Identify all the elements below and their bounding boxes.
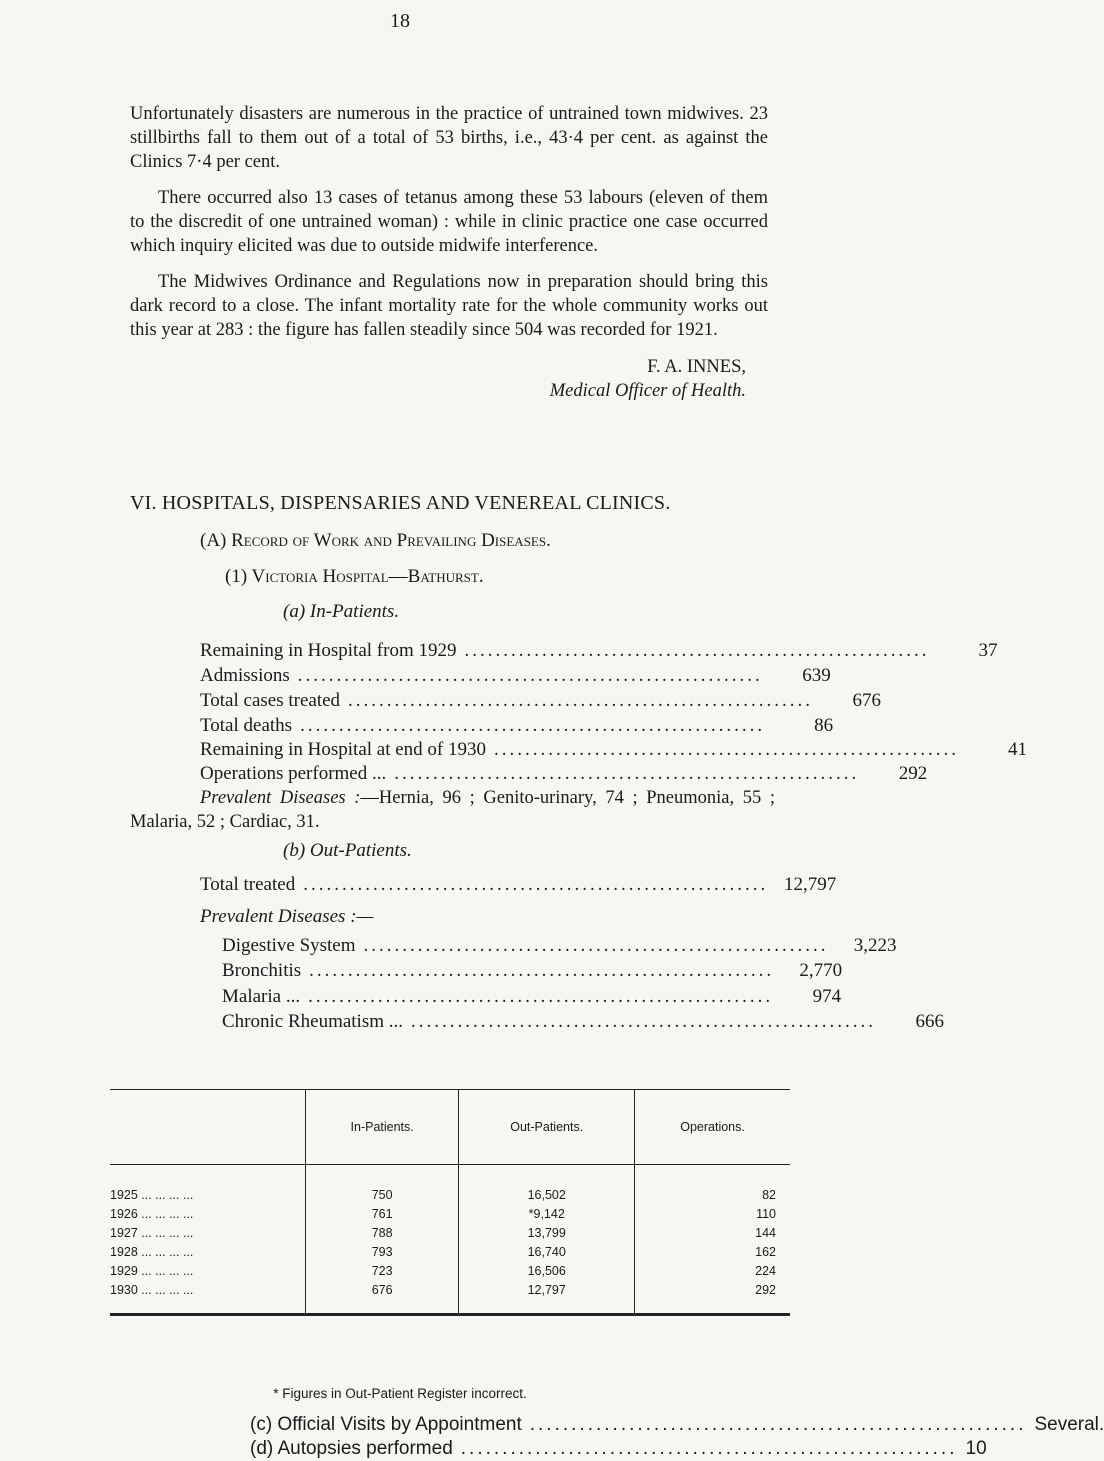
inpatients-label: Total cases treated — [200, 690, 341, 711]
table-cell: 761 — [306, 1204, 459, 1223]
table-row — [110, 1223, 790, 1242]
outpatients-total-value: 12,797 — [783, 874, 837, 895]
visits-value: Several. — [1034, 1414, 1104, 1435]
table-row — [110, 1204, 790, 1223]
autopsies-value: 10 — [965, 1438, 987, 1459]
table-cell: 16,502 — [459, 1165, 635, 1205]
outpatient-disease-value: 2,770 — [799, 960, 843, 981]
table-header-cell: In-Patients. — [306, 1090, 459, 1165]
table-cell: 224 — [635, 1261, 790, 1280]
outpatient-disease-value: 974 — [812, 986, 842, 1007]
paragraph-1: Unfortunately disasters are numerous in the practice of untrained town midwives. 23 stillbirths fall to them out of a total of 53 births, i.e., 43·4 per cent. as against the Clinics 7·4 per cent. — [130, 104, 768, 172]
table-cell: 13,799 — [459, 1223, 635, 1242]
inpatients-label: Remaining in Hospital at end of 1930 — [200, 739, 487, 760]
statistics-table — [110, 1089, 790, 1316]
inpatients-label: Operations performed ... — [200, 763, 387, 784]
section-heading: VI. HOSPITALS, DISPENSARIES AND VENEREAL CLINICS. — [130, 492, 671, 514]
outpatient-disease-value: 666 — [915, 1011, 945, 1032]
inpatients-label: Admissions — [200, 665, 290, 686]
inpatients-label: Total deaths — [200, 715, 293, 736]
page-number: 18 — [390, 10, 410, 32]
visits-row: (c) Official Visits by Appointment ............................................................ Several. — [250, 1414, 1104, 1435]
paragraph-3: The Midwives Ordinance and Regulations now in preparation should bring this dark record to a close. The infant mortality rate for the whole community works out this year at 283 : the figure has fallen steadily since 504 was recorded for 1921. — [130, 272, 768, 340]
prevalent-diseases-outpatients-label: Prevalent Diseases :— — [200, 906, 374, 927]
table-header-cell: Out-Patients. — [459, 1090, 635, 1165]
inpatients-label: Remaining in Hospital from 1929 — [200, 640, 457, 661]
table-cell: 12,797 — [459, 1280, 635, 1315]
inpatients-value: 292 — [898, 763, 928, 784]
table-row — [110, 1165, 790, 1205]
subheading-outpatients: (b) Out-Patients. — [283, 840, 412, 861]
signature-title: Medical Officer of Health. — [549, 381, 746, 401]
table-row — [110, 1242, 790, 1261]
outpatient-disease-label: Bronchitis — [222, 960, 302, 981]
table-cell: 1926 ... ... ... ... — [110, 1206, 194, 1221]
table-cell: 1925 ... ... ... ... — [110, 1187, 194, 1202]
prevalent-diseases-label: Prevalent Diseases : — [200, 788, 361, 808]
outpatient-disease-row: Digestive System ............................................................ 3,223 — [222, 935, 897, 956]
table-header-cell: Operations. — [635, 1090, 790, 1165]
table-cell: 1927 ... ... ... ... — [110, 1225, 194, 1240]
outpatient-disease-value: 3,223 — [853, 935, 897, 956]
table-cell: 1929 ... ... ... ... — [110, 1263, 194, 1278]
outpatient-disease-label: Malaria ... — [222, 986, 301, 1007]
inpatients-row: Operations performed ... ............................................................ 292 — [200, 763, 928, 784]
subheading-inpatients: (a) In-Patients. — [283, 601, 400, 622]
outpatient-disease-label: Digestive System — [222, 935, 356, 956]
inpatients-value: 676 — [852, 690, 882, 711]
inpatients-row: Total deaths ............................................................ 86 — [200, 715, 834, 736]
table-cell: 82 — [635, 1165, 790, 1205]
outpatient-disease-label: Chronic Rheumatism ... — [222, 1011, 404, 1032]
visits-label: (c) Official Visits by Appointment — [250, 1414, 522, 1435]
table-cell: 788 — [306, 1223, 459, 1242]
table-cell: 793 — [306, 1242, 459, 1261]
subheading-victoria-hospital: (1) Victoria Hospital—Bathurst. — [225, 566, 484, 587]
table-cell: 144 — [635, 1223, 790, 1242]
table-header-cell — [110, 1090, 306, 1165]
table-footnote: * Figures in Out-Patient Register incorrect. — [273, 1386, 527, 1401]
table-cell: 16,740 — [459, 1242, 635, 1261]
outpatient-disease-row: Bronchitis ............................................................ 2,770 — [222, 960, 843, 981]
table-cell: 676 — [306, 1280, 459, 1315]
inpatients-row: Admissions ............................................................ 639 — [200, 665, 831, 686]
table-cell: 16,506 — [459, 1261, 635, 1280]
inpatients-value: 41 — [1008, 739, 1028, 760]
table-cell: 750 — [306, 1165, 459, 1205]
table-cell: 1930 ... ... ... ... — [110, 1282, 194, 1297]
table-cell: *9,142 — [459, 1204, 635, 1223]
signature-block — [550, 355, 746, 403]
table-cell: 292 — [635, 1280, 790, 1315]
prevalent-diseases-text: —Hernia, 96 ; Genito-urinary, 74 ; Pneumonia, 55 ; Malaria, 52 ; Cardiac, 31. — [130, 788, 775, 832]
signature-name: F. A. INNES, — [647, 357, 746, 377]
autopsies-row: (d) Autopsies performed ............................................................ 10 — [250, 1438, 987, 1459]
table-cell: 110 — [635, 1204, 790, 1223]
outpatients-total-label: Total treated — [200, 874, 296, 895]
paragraph-2: There occurred also 13 cases of tetanus among these 53 labours (eleven of them to the discredit of one untrained woman) : while in clinic practice one case occurred which inquiry elicited was due to outside midwife interference. — [130, 188, 768, 256]
inpatients-row: Remaining in Hospital at end of 1930 ............................................................ 41 — [200, 739, 1028, 760]
inpatients-value: 37 — [978, 640, 998, 661]
table-row — [110, 1280, 790, 1315]
table-row — [110, 1261, 790, 1280]
table-header-row — [110, 1090, 790, 1165]
outpatient-disease-row: Malaria ... ............................................................ 974 — [222, 986, 842, 1007]
inpatients-value: 86 — [814, 715, 834, 736]
outpatient-disease-row: Chronic Rheumatism ... ............................................................ 666 — [222, 1011, 945, 1032]
inpatients-row: Remaining in Hospital from 1929 ............................................................ 37 — [200, 640, 998, 661]
inpatients-value: 639 — [802, 665, 831, 686]
subheading-record-of-work: (A) Record of Work and Prevailing Diseases. — [200, 530, 551, 551]
inpatients-row: Total cases treated ............................................................ 676 — [200, 690, 882, 711]
outpatients-total-row: Total treated ............................................................ 12,797 — [200, 874, 837, 895]
table-cell: 162 — [635, 1242, 790, 1261]
autopsies-label: (d) Autopsies performed — [250, 1438, 453, 1459]
table-cell: 723 — [306, 1261, 459, 1280]
prevalent-diseases-inpatients — [130, 786, 775, 834]
table-cell: 1928 ... ... ... ... — [110, 1244, 194, 1259]
